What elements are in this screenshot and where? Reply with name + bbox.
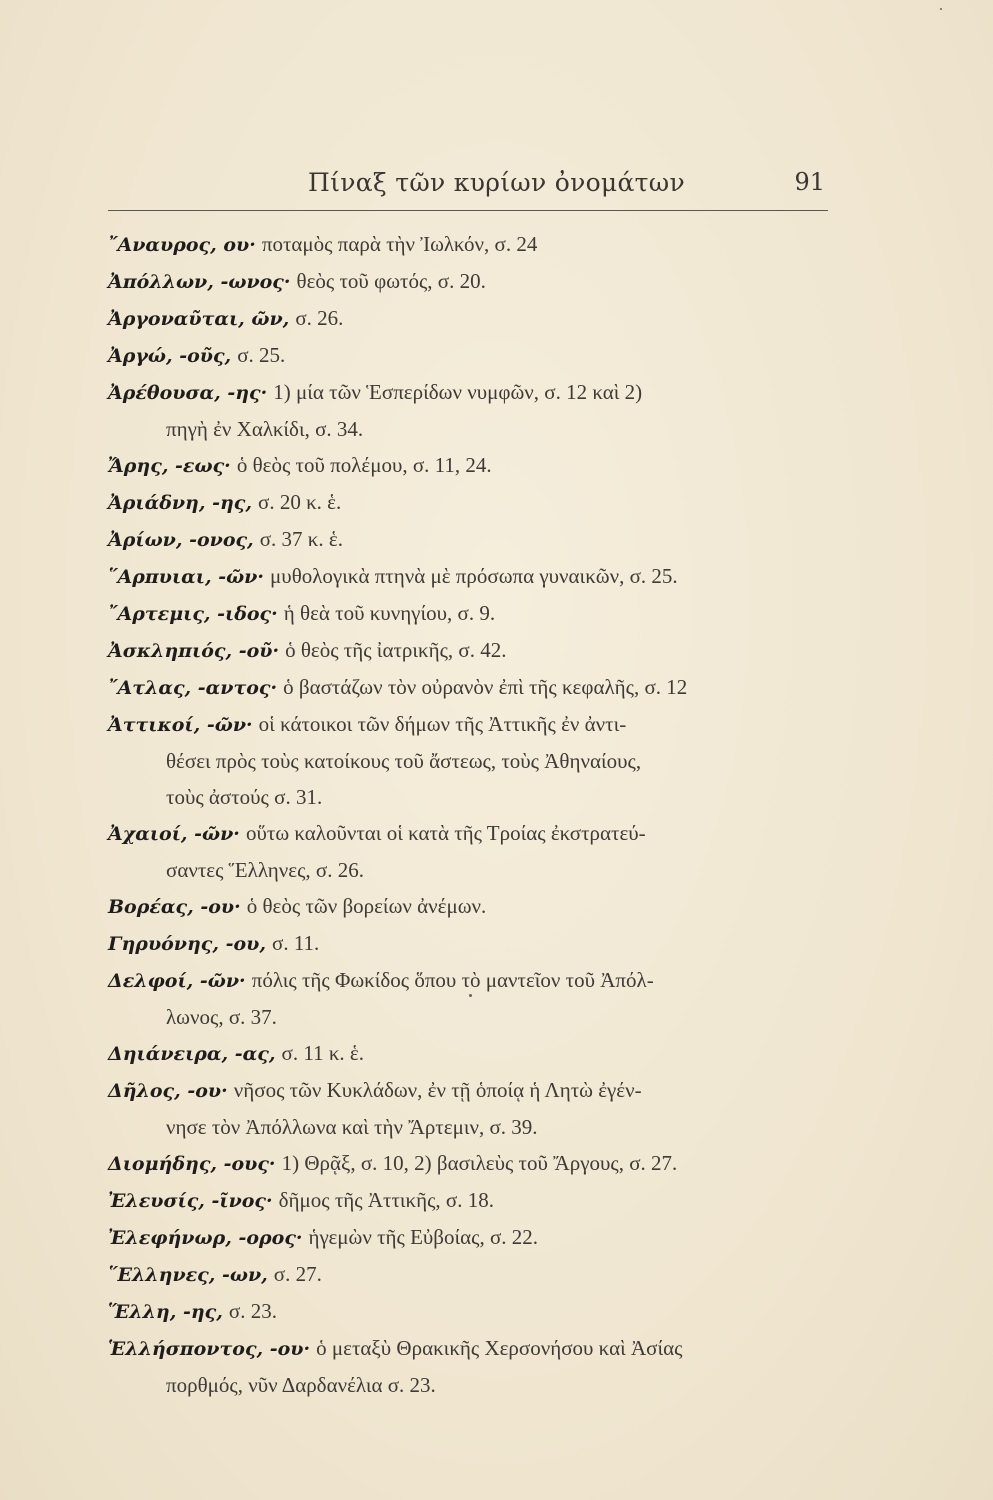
entry-definition: δῆμος τῆς Ἀττικῆς, σ. 18.	[278, 1188, 494, 1212]
entry-definition: οὕτω καλοῦνται οἱ κατὰ τῆς Τροίας ἐκστρατεύ-	[245, 821, 646, 845]
entry-definition: σ. 26.	[295, 306, 344, 330]
entry-definition: οἱ κάτοικοι τῶν δήμων τῆς Ἀττικῆς ἐν ἀντι-	[258, 712, 627, 736]
entry-definition: ὁ θεὸς τῆς ἰατρικῆς, σ. 42.	[285, 638, 507, 662]
index-entry	[108, 337, 850, 374]
entry-headword: Ἕλλη, -ης,	[108, 1301, 223, 1323]
index-entry	[108, 706, 850, 815]
entry-headword: Ἀργοναῦται, ῶν,	[108, 308, 290, 330]
entry-headword: Βορέας, -ου·	[108, 896, 241, 918]
entry-headword: Ἐλεφήνωρ, -ορος·	[108, 1227, 303, 1249]
entry-definition: σ. 25.	[237, 343, 286, 367]
entry-continuation: πηγὴ ἐν Χαλκίδι, σ. 34.	[166, 417, 364, 441]
entry-headword: ῎Αναυρος, ου·	[108, 234, 256, 256]
entry-headword: ῎Ατλας, -αντος·	[108, 677, 278, 699]
entry-headword: Δηιάνειρα, -ας,	[108, 1043, 276, 1065]
paper-speck	[469, 994, 472, 997]
header-rule	[108, 210, 828, 211]
entry-definition: νῆσος τῶν Κυκλάδων, ἐν τῇ ὁποίᾳ ἡ Λητὼ ἐγέν-	[233, 1078, 642, 1102]
entry-headword: Ἑλλήσποντος, -ου·	[108, 1338, 311, 1360]
index-entry	[108, 300, 850, 337]
index-entry	[108, 595, 850, 632]
entry-headword: Γηρυόνης, -ου,	[108, 933, 266, 955]
entry-headword: Ἀπόλλων, -ωνος·	[108, 271, 291, 293]
entry-definition: σ. 11.	[272, 931, 320, 955]
entry-continuation: πορθμός, νῦν Δαρδανέλια σ. 23.	[166, 1373, 436, 1397]
entry-headword: Διομήδης, -ους·	[108, 1153, 276, 1175]
entry-continuation: λωνος, σ. 37.	[166, 1005, 277, 1029]
entry-headword: Δελφοί, -ῶν·	[108, 970, 246, 992]
entry-headword: ῞Ελληνες, -ων,	[108, 1264, 268, 1286]
index-entry	[108, 888, 850, 925]
index-entry	[108, 484, 850, 521]
entry-definition: ὁ θεὸς τοῦ πολέμου, σ. 11, 24.	[236, 453, 492, 477]
entry-definition: σ. 11 κ. ἑ.	[281, 1041, 364, 1065]
index-entry	[108, 374, 850, 447]
index-entry	[108, 962, 850, 1035]
index-entry	[108, 1145, 850, 1182]
entry-definition: ὁ μεταξὺ Θρακικῆς Χερσονήσου καὶ Ἀσίας	[316, 1336, 683, 1360]
entry-headword: ῎Αρτεμις, -ιδος·	[108, 603, 278, 625]
index-entry	[108, 632, 850, 669]
entry-headword: Ἀριάδνη, -ης,	[108, 492, 252, 514]
entry-continuation: σαντες Ἕλληνες, σ. 26.	[166, 858, 364, 882]
page-header	[0, 168, 993, 204]
running-title: Πίναξ τῶν κυρίων ὀνομάτων	[308, 168, 685, 197]
entry-headword: Ἀρέθουσα, -ης·	[108, 382, 268, 404]
entry-continuation: θέσει πρὸς τοὺς κατοίκους τοῦ ἄστεως, τοὺς Ἀθηναίους,	[166, 749, 642, 773]
entry-continuation: τοὺς ἀστούς σ. 31.	[166, 785, 323, 809]
index-entries	[108, 226, 850, 1403]
entry-definition: 1) Θρᾷξ, σ. 10, 2) βασιλεὺς τοῦ Ἄργους, σ. 27.	[281, 1151, 678, 1175]
entry-continuation: νησε τὸν Ἀπόλλωνα καὶ τὴν Ἄρτεμιν, σ. 39.	[166, 1115, 538, 1139]
index-entry	[108, 925, 850, 962]
index-entry	[108, 669, 850, 706]
index-entry	[108, 1219, 850, 1256]
index-entry	[108, 1330, 850, 1403]
entry-definition: σ. 27.	[273, 1262, 322, 1286]
entry-headword: Ἀσκληπιός, -οῦ·	[108, 640, 280, 662]
entry-definition: σ. 20 κ. ἑ.	[258, 490, 342, 514]
entry-definition: θεὸς τοῦ φωτός, σ. 20.	[296, 269, 486, 293]
entry-headword: Ἀρίων, -ονος,	[108, 529, 254, 551]
index-entry	[108, 447, 850, 484]
index-entry	[108, 263, 850, 300]
entry-headword: Ἀχαιοί, -ῶν·	[108, 823, 240, 845]
entry-headword: Ἄρης, -εως·	[108, 455, 231, 477]
entry-definition: ἡγεμὼν τῆς Εὐβοίας, σ. 22.	[308, 1225, 539, 1249]
page-number: 91	[794, 168, 825, 196]
entry-definition: ποταμὸς παρὰ τὴν Ἰωλκόν, σ. 24	[261, 232, 538, 256]
index-entry	[108, 558, 850, 595]
entry-definition: 1) μία τῶν Ἑσπερίδων νυμφῶν, σ. 12 καὶ 2)	[273, 380, 643, 404]
entry-definition: σ. 23.	[228, 1299, 277, 1323]
index-entry	[108, 521, 850, 558]
entry-headword: Ἀργώ, -οῦς,	[108, 345, 232, 367]
entry-definition: ἡ θεὰ τοῦ κυνηγίου, σ. 9.	[283, 601, 496, 625]
entry-headword: Ἀττικοί, -ῶν·	[108, 714, 253, 736]
entry-definition: ὁ θεὸς τῶν βορείων ἀνέμων.	[246, 894, 487, 918]
entry-definition: σ. 37 κ. ἑ.	[259, 527, 343, 551]
index-entry	[108, 1293, 850, 1330]
entry-headword: Ἐλευσίς, -ῖνος·	[108, 1190, 273, 1212]
index-entry	[108, 1256, 850, 1293]
index-entry	[108, 1035, 850, 1072]
index-entry	[108, 226, 850, 263]
entry-definition: μυθολογικὰ πτηνὰ μὲ πρόσωπα γυναικῶν, σ. 25.	[270, 564, 678, 588]
paper-speck	[940, 8, 942, 10]
entry-definition: ὁ βαστάζων τὸν οὐρανὸν ἐπὶ τῆς κεφαλῆς, σ. 12	[283, 675, 688, 699]
index-entry	[108, 815, 850, 888]
index-entry	[108, 1182, 850, 1219]
entry-headword: ῞Αρπυιαι, -ῶν·	[108, 566, 264, 588]
entry-headword: Δῆλος, -ου·	[108, 1080, 228, 1102]
entry-definition: πόλις τῆς Φωκίδος ὅπου τὸ μαντεῖον τοῦ Ἀπόλ-	[251, 968, 654, 992]
index-entry	[108, 1072, 850, 1145]
